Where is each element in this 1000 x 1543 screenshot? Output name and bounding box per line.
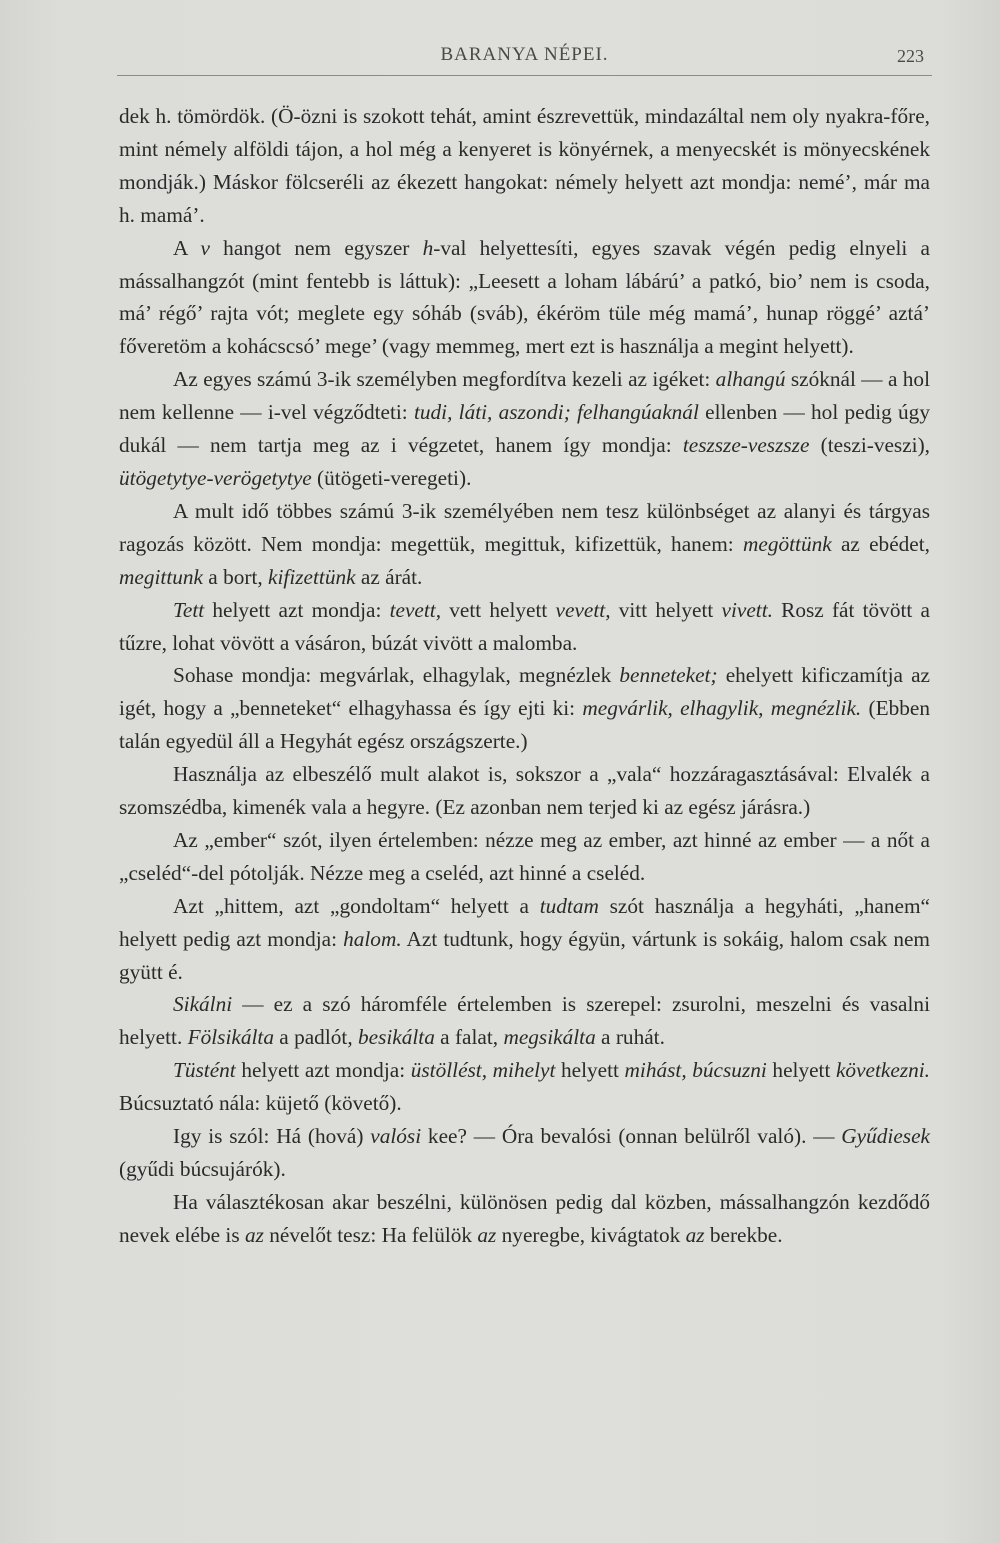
italic-text: vivett.: [721, 597, 773, 622]
body-text: [119, 100, 930, 1252]
paragraph: [119, 1054, 930, 1120]
italic-text: az: [685, 1222, 705, 1247]
page-number: 223: [897, 46, 924, 66]
text-run: kee? — Óra bevalósi (onnan belülről való). —: [421, 1124, 842, 1149]
paragraph: [119, 363, 930, 495]
text-run: hangot nem egyszer: [209, 235, 423, 260]
page-header: [117, 44, 932, 74]
italic-text: benneteket;: [619, 663, 718, 688]
text-run: az árát.: [355, 564, 423, 589]
italic-text: megöttünk: [742, 531, 832, 556]
text-run: ehelyett kificzamítja az igét, hogy a „benneteket“ elhagyhassa és így ejti ki:: [119, 663, 930, 721]
italic-text: v: [200, 235, 210, 260]
italic-text: ütögetytye-verögetytye: [119, 465, 312, 490]
text-run: (teszi-veszi),: [809, 433, 930, 458]
text-run: a bort,: [202, 564, 269, 589]
running-title: BARANYA NÉPEI.: [440, 44, 609, 65]
text-run: Az egyes számú 3-ik személyben megfordítva kezeli az igéket:: [173, 367, 716, 392]
text-run: Azt „hittem, azt „gondoltam“ helyett a: [173, 893, 540, 918]
italic-text: Sikálni: [173, 992, 233, 1017]
text-run: dek h. tömördök. (Ö-özni is szokott tehát, amint észrevettük, mindazáltal nem oly nyakra-főre, mint némely alföldi tájon, a hol még a kenyeret is könyérnek, a menyecskét is mönyecskének mondják.) Máskor fölcseréli az ékezett hangokat: némely helyett azt mondja: nemé’, már ma h. mamá’.: [119, 104, 930, 227]
text-run: -val helyettesíti, egyes szavak végén pedig elnyeli a mássalhangzót (mint fentebb is láttuk): „Leesett a loham lábárú’ a patkó, bio’ nem is csoda, má’ régő’ rajta vót; meglete egy sóháb (sváb), ékéröm tüle még mamá’, hunap röggé’ aztá’ főveretöm a kohácscsó’ mege’ (vagy memmeg, mert ezt is használja a megint helyett).: [119, 235, 931, 359]
text-run: nyeregbe, kivágtatok: [496, 1222, 686, 1247]
italic-text: valósi: [370, 1124, 422, 1149]
italic-text: teszsze-veszsze: [682, 433, 810, 458]
text-run: szóknál — a hol nem kellenne — i-vel végződteti:: [119, 367, 930, 425]
italic-text: halom.: [343, 926, 402, 951]
italic-text: mihást, búcsuzni: [624, 1058, 767, 1083]
italic-text: h: [422, 235, 434, 260]
text-run: Használja az elbeszélő mult alakot is, sokszor a „vala“ hozzáragasztásával: Elvalék a szomszédba, kimenék vala a hegyre. (Ez azonban nem terjed ki az egész járásra.): [119, 762, 930, 820]
italic-text: besikálta: [357, 1025, 435, 1050]
text-run: vett helyett: [441, 597, 556, 622]
italic-text: megvárlik, elhagylik, megnézlik.: [582, 696, 862, 721]
italic-text: tudtam: [539, 893, 599, 918]
italic-text: az: [244, 1222, 264, 1247]
text-run: helyett: [555, 1058, 625, 1083]
text-run: helyett azt mondja:: [204, 597, 390, 622]
text-run: helyett: [766, 1058, 836, 1083]
text-run: Búcsuztató nála: küjető (követő).: [119, 1091, 402, 1116]
italic-text: kifizettünk: [268, 564, 356, 589]
text-run: Sohase mondja: megvárlak, elhagylak, megnézlek: [173, 663, 620, 688]
text-run: (ütögeti-veregeti).: [311, 465, 472, 490]
text-run: (gyűdi búcsujárók).: [119, 1157, 286, 1181]
text-run: (Ebben talán egyedül áll a Hegyhát egész országszerte.): [119, 696, 930, 754]
text-run: A mult idő többes számú 3-ik személyében nem tesz különbséget az alanyi és tárgyas ragozás között. Nem mondja: megettük, megittuk, kifizettük, hanem:: [119, 498, 930, 556]
italic-text: üstöllést,: [410, 1058, 488, 1083]
text-run: az ebédet,: [831, 531, 930, 556]
italic-text: Gyűdiesek: [841, 1124, 930, 1149]
italic-text: Tüstént: [173, 1058, 236, 1083]
text-run: berekbe.: [704, 1222, 783, 1247]
text-run: — ez a szó háromféle értelemben is szerepel: zsurolni, meszelni és vasalni helyett.: [119, 992, 930, 1050]
text-run: helyett azt mondja:: [235, 1058, 411, 1083]
italic-text: tudi, láti, aszondi; felhangúaknál: [413, 400, 699, 425]
italic-text: megsikálta: [503, 1025, 596, 1050]
paragraph: [119, 890, 930, 989]
text-run: névelőt tesz: Ha felülök: [263, 1222, 478, 1247]
italic-text: következni.: [835, 1058, 930, 1083]
italic-text: alhangú: [715, 367, 786, 392]
text-run: szót használja a hegyháti, „hanem“ helyett pedig azt mondja:: [119, 893, 930, 951]
paragraph: [119, 659, 930, 758]
italic-text: Tett: [173, 597, 205, 622]
text-run: Az „ember“ szót, ilyen értelemben: nézze meg az ember, azt hinné az ember — a nőt a „cseléd“-del pótolják. Nézze meg a cseléd, azt hinné a cseléd.: [119, 827, 930, 885]
paragraph: [119, 758, 930, 824]
text-run: a padlót,: [273, 1025, 358, 1050]
italic-text: tevett,: [389, 597, 442, 622]
italic-text: megittunk: [119, 564, 203, 589]
paragraph: [119, 824, 930, 890]
header-rule: [117, 75, 932, 76]
paragraph: [119, 594, 930, 660]
text-run: ellenben — hol pedig úgy dukál — nem tartja meg az i végzetet, hanem így mondja:: [119, 400, 930, 458]
paragraph: [119, 232, 930, 364]
text-run: a falat,: [434, 1025, 504, 1050]
italic-text: az: [477, 1222, 497, 1247]
paragraph: [119, 988, 930, 1054]
paragraph: [119, 1186, 930, 1252]
paragraph: [119, 1120, 930, 1186]
text-run: a ruhát.: [595, 1025, 665, 1050]
text-run: A: [173, 235, 201, 260]
paragraph: [119, 100, 930, 232]
paragraph: [119, 495, 930, 594]
italic-text: Fölsikálta: [187, 1025, 274, 1050]
text-run: Rosz fát tövött a tűzre, lohat vövött a vásáron, búzát vivött a malomba.: [119, 597, 930, 655]
italic-text: mihelyt: [492, 1058, 556, 1083]
text-run: Ha választékosan akar beszélni, különösen pedig dal közben, mássalhangzón kezdődő nevek elébe is: [119, 1189, 930, 1247]
text-run: Azt tudtunk, hogy égyün, vártunk is sokáig, halom csak nem gyütt é.: [119, 926, 930, 984]
italic-text: vevett,: [555, 597, 611, 622]
text-run: Igy is szól: Há (hová): [173, 1124, 371, 1149]
text-run: vitt helyett: [610, 597, 722, 622]
